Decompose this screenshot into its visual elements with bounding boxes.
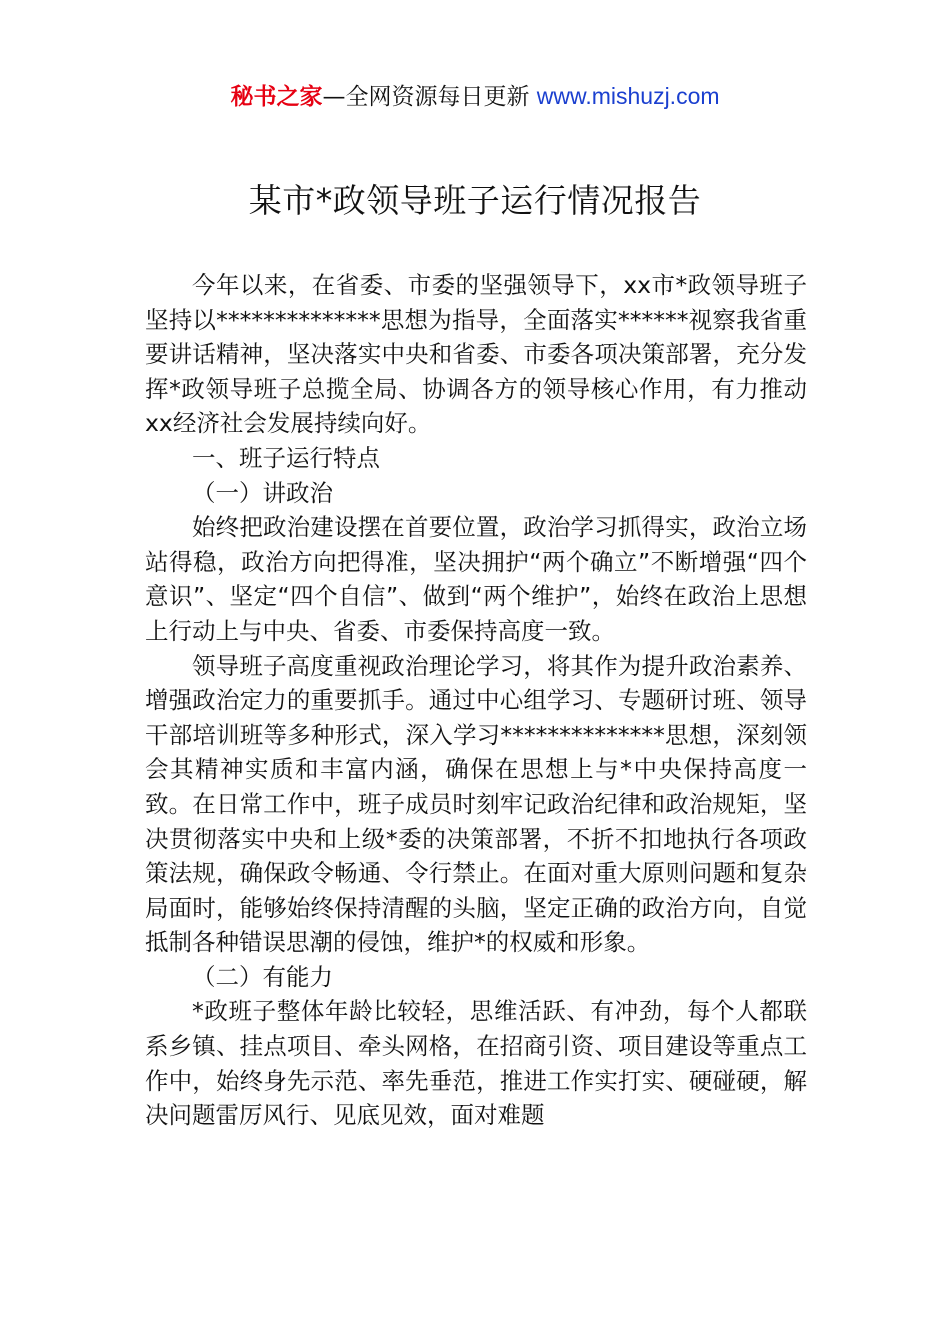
header-tagline: —全网资源每日更新 (322, 84, 530, 110)
brand-name: 秘书之家 (230, 84, 323, 110)
paragraph-ability: *政班子整体年龄比较轻，思维活跃、有冲劲，每个人都联系乡镇、挂点项目、牵头网格，在招商引资、项目建设等重点工作中，始终身先示范、率先垂范，推进工作实打实、硬碰硬，解决问题雷厉风行、见底见效，面对难题 (145, 997, 807, 1130)
document-body (145, 268, 807, 1133)
section-heading-1: 一、班子运行特点 (192, 443, 380, 472)
document-title: 某市*政领导班子运行情况报告 (248, 181, 702, 220)
paragraph-politics-2: 领导班子高度重视政治理论学习，将其作为提升政治素养、增强政治定力的重要抓手。通过中心组学习、专题研讨班、领导干部培训班等多种形式，深入学习**************思想，深刻领会其精神实质和丰富内涵，确保在思想上与*中央保持高度一致。在日常工作中，班子成员时刻牢记政治纪律和政治规矩，坚决贯彻落实中央和上级*委的决策部署，不折不扣地执行各项政策法规，确保政令畅通、令行禁止。在面对重大原则问题和复杂局面时，能够始终保持清醒的头脑，坚定正确的政治方向，自觉抵制各种错误思潮的侵蚀，维护*的权威和形象。 (145, 651, 807, 957)
paragraph-politics-1: 始终把政治建设摆在首要位置，政治学习抓得实，政治立场站得稳，政治方向把得准，坚决拥护“两个确立”不断增强“四个意识”、坚定“四个自信”、做到“两个维护”，始终在政治上思想上行动上与中央、省委、市委保持高度一致。 (145, 513, 807, 645)
subsection-heading-2: （二）有能力 (192, 962, 333, 991)
site-header (0, 80, 950, 113)
site-url-link[interactable]: www.mishuzj.com (536, 83, 720, 109)
subsection-heading-1: （一）讲政治 (192, 478, 333, 507)
paragraph-intro: 今年以来，在省委、市委的坚强领导下，xx市*政领导班子坚持以**************思想为指导，全面落实******视察我省重要讲话精神，坚决落实中央和省委、市委各项决策部署，充分发挥*政领导班子总揽全局、协调各方的领导核心作用，有力推动xx经济社会发展持续向好。 (145, 271, 807, 438)
